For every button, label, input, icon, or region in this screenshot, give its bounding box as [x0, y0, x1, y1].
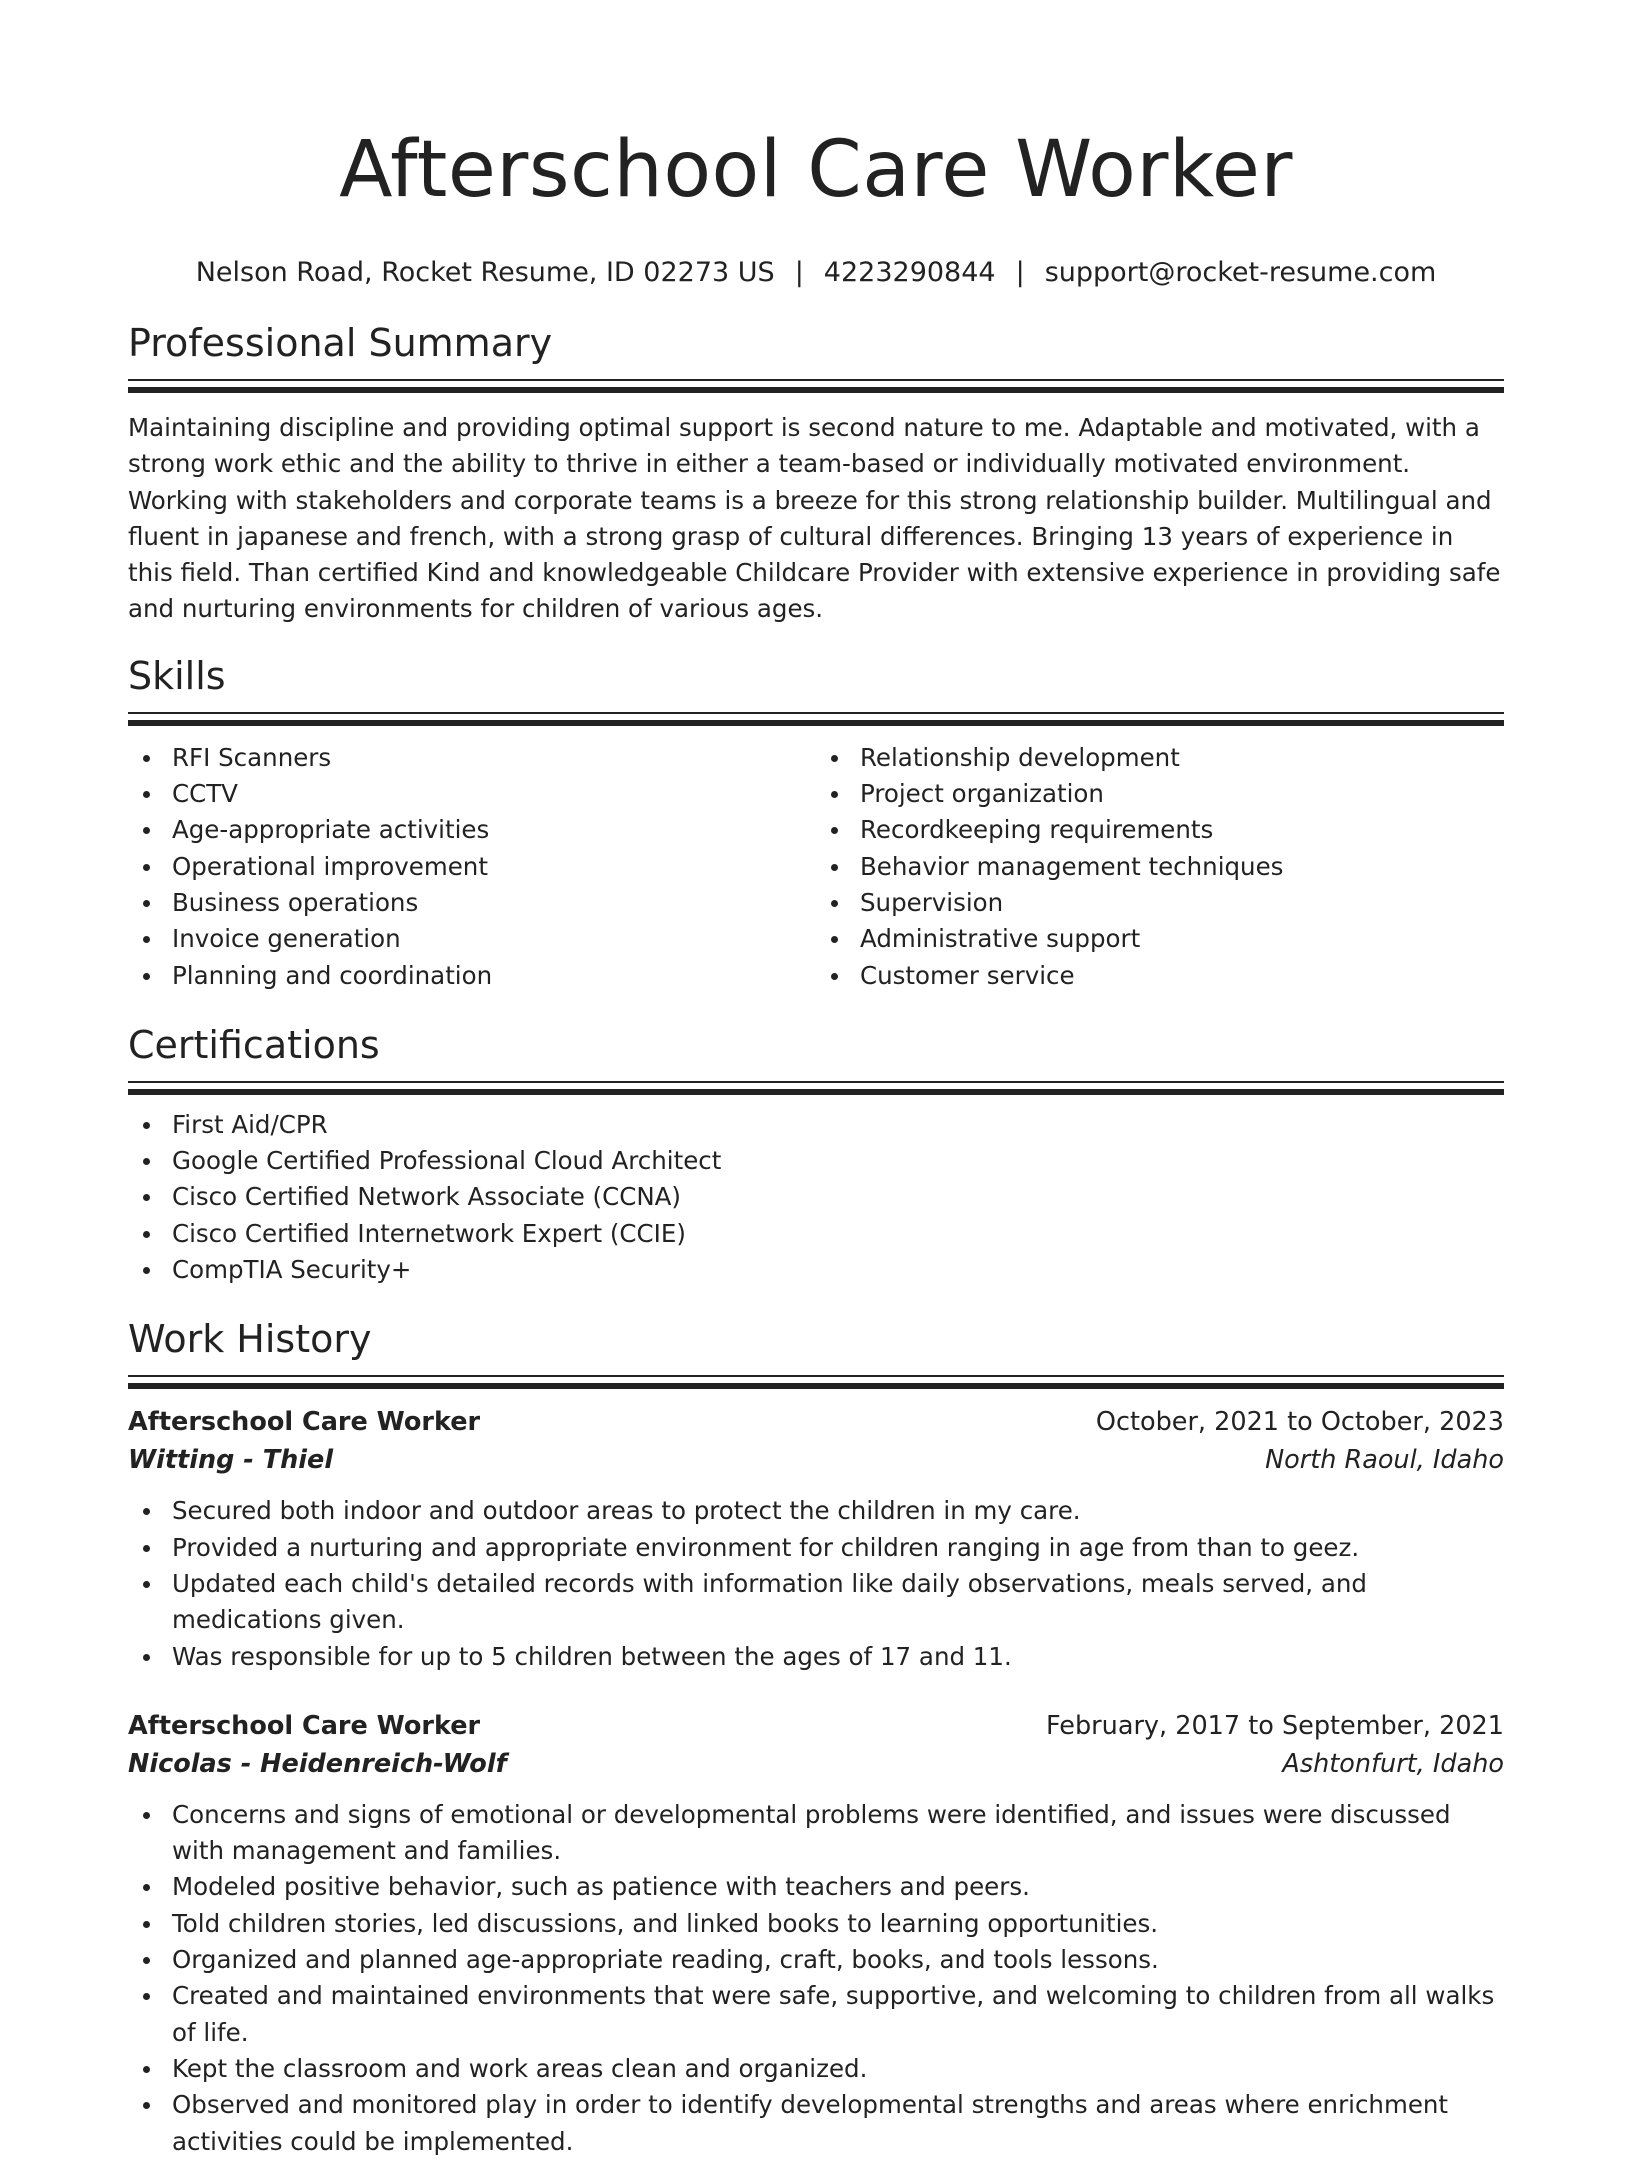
skills-columns — [128, 740, 1504, 994]
job-duty-item: Was responsible for up to 5 children between the ages of 17 and 11. — [128, 1639, 1504, 1675]
summary-text: Maintaining discipline and providing optimal support is second nature to me. Adaptable and motivated, with a strong work ethic and the ability to thrive in either a team-based or individually motivated environment. Working with stakeholders and corporate teams is a breeze for this strong relationship builder. Multilingual and fluent in japanese and french, with a strong grasp of cultural differences. Bringing 13 years of experience in this field. Than certified Kind and knowledgeable Childcare Provider with extensive experience in providing safe and nurturing environments for children of various ages. — [128, 413, 1501, 624]
job-duty-item: Organized and planned age-appropriate reading, craft, books, and tools lessons. — [128, 1942, 1504, 1978]
job-duty-item: Kept the classroom and work areas clean and organized. — [128, 2051, 1504, 2087]
section-divider — [128, 720, 1504, 726]
section-divider — [128, 1089, 1504, 1095]
certification-item: Cisco Certified Network Associate (CCNA) — [128, 1179, 1504, 1215]
job-duty-item: Observed and monitored play in order to identify developmental strengths and areas where enrichment activities could be implemented. — [128, 2087, 1504, 2160]
skill-item: CCTV — [128, 776, 816, 812]
contact-phone: 4223290844 — [823, 257, 996, 288]
certification-item: Google Certified Professional Cloud Architect — [128, 1143, 1504, 1179]
skill-item: Relationship development — [816, 740, 1504, 776]
job-header — [128, 1707, 1504, 1745]
skill-item: Administrative support — [816, 921, 1504, 957]
certification-item: First Aid/CPR — [128, 1107, 1504, 1143]
job-duties-list — [128, 1797, 1504, 2160]
summary-section — [128, 318, 1504, 628]
certification-item: Cisco Certified Internetwork Expert (CCIE) — [128, 1216, 1504, 1252]
section-divider — [128, 379, 1504, 381]
job-duties-list — [128, 1493, 1504, 1674]
section-title-summary: Professional Summary — [128, 321, 553, 365]
job-duty-item: Updated each child's detailed records with information like daily observations, meals served, and medications given. — [128, 1566, 1504, 1639]
section-divider — [128, 1081, 1504, 1083]
certifications-section — [128, 1020, 1504, 1288]
certification-item: CompTIA Security+ — [128, 1252, 1504, 1288]
skill-item: Age-appropriate activities — [128, 812, 816, 848]
section-title-certifications: Certifications — [128, 1022, 380, 1067]
job-dates: October, 2021 to October, 2023 — [1095, 1407, 1504, 1438]
job-subheader — [128, 1441, 1504, 1479]
section-divider — [128, 712, 1504, 714]
skill-item: Supervision — [816, 885, 1504, 921]
contact-email: support@rocket-resume.com — [1044, 257, 1437, 288]
skill-item: Planning and coordination — [128, 958, 816, 994]
job-location: North Raoul, Idaho — [1265, 1445, 1504, 1476]
job-title: Afterschool Care Worker — [128, 1710, 481, 1741]
skill-item: Business operations — [128, 885, 816, 921]
job-company: Nicolas - Heidenreich-Wolf — [128, 1748, 507, 1779]
skills-list-right — [816, 740, 1504, 994]
job-entry — [128, 1403, 1504, 1674]
skills-list-left — [128, 740, 816, 994]
skill-item: Project organization — [816, 776, 1504, 812]
skill-item: Operational improvement — [128, 849, 816, 885]
job-duty-item: Created and maintained environments that were safe, supportive, and welcoming to children from all walks of life. — [128, 1978, 1504, 2051]
contact-separator: | — [794, 257, 804, 288]
job-duty-item: Modeled positive behavior, such as patience with teachers and peers. — [128, 1869, 1504, 1905]
section-divider — [128, 1375, 1504, 1377]
section-divider — [128, 387, 1504, 393]
job-title: Afterschool Care Worker — [128, 1407, 481, 1438]
contact-separator: | — [1015, 257, 1025, 288]
section-title-work-history: Work History — [128, 1317, 372, 1362]
skill-item: Recordkeeping requirements — [816, 812, 1504, 848]
job-dates: February, 2017 to September, 2021 — [1046, 1710, 1504, 1741]
section-divider — [128, 1383, 1504, 1389]
job-company: Witting - Thiel — [128, 1445, 334, 1476]
skills-section — [128, 651, 1504, 994]
job-duty-item: Secured both indoor and outdoor areas to protect the children in my care. — [128, 1493, 1504, 1529]
section-title-skills: Skills — [128, 653, 226, 698]
skill-item: Invoice generation — [128, 921, 816, 957]
job-duty-item: Provided a nurturing and appropriate environment for children ranging in age from than to geez. — [128, 1530, 1504, 1566]
resume-name: Afterschool Care Worker — [339, 125, 1293, 215]
certifications-list — [128, 1107, 1504, 1288]
contact-address: Nelson Road, Rocket Resume, ID 02273 US — [195, 257, 775, 288]
skill-item: Behavior management techniques — [816, 849, 1504, 885]
job-entry — [128, 1707, 1504, 2160]
skill-item: RFI Scanners — [128, 740, 816, 776]
job-duty-item: Told children stories, led discussions, and linked books to learning opportunities. — [128, 1906, 1504, 1942]
job-duty-item: Concerns and signs of emotional or developmental problems were identified, and issues were discussed with management and families. — [128, 1797, 1504, 1870]
skill-item: Customer service — [816, 958, 1504, 994]
resume-content — [128, 0, 1504, 2160]
job-location: Ashtonfurt, Idaho — [1282, 1748, 1504, 1779]
job-subheader — [128, 1745, 1504, 1783]
job-header — [128, 1403, 1504, 1441]
contact-line — [128, 256, 1504, 290]
work-history-section — [128, 1314, 1504, 2159]
